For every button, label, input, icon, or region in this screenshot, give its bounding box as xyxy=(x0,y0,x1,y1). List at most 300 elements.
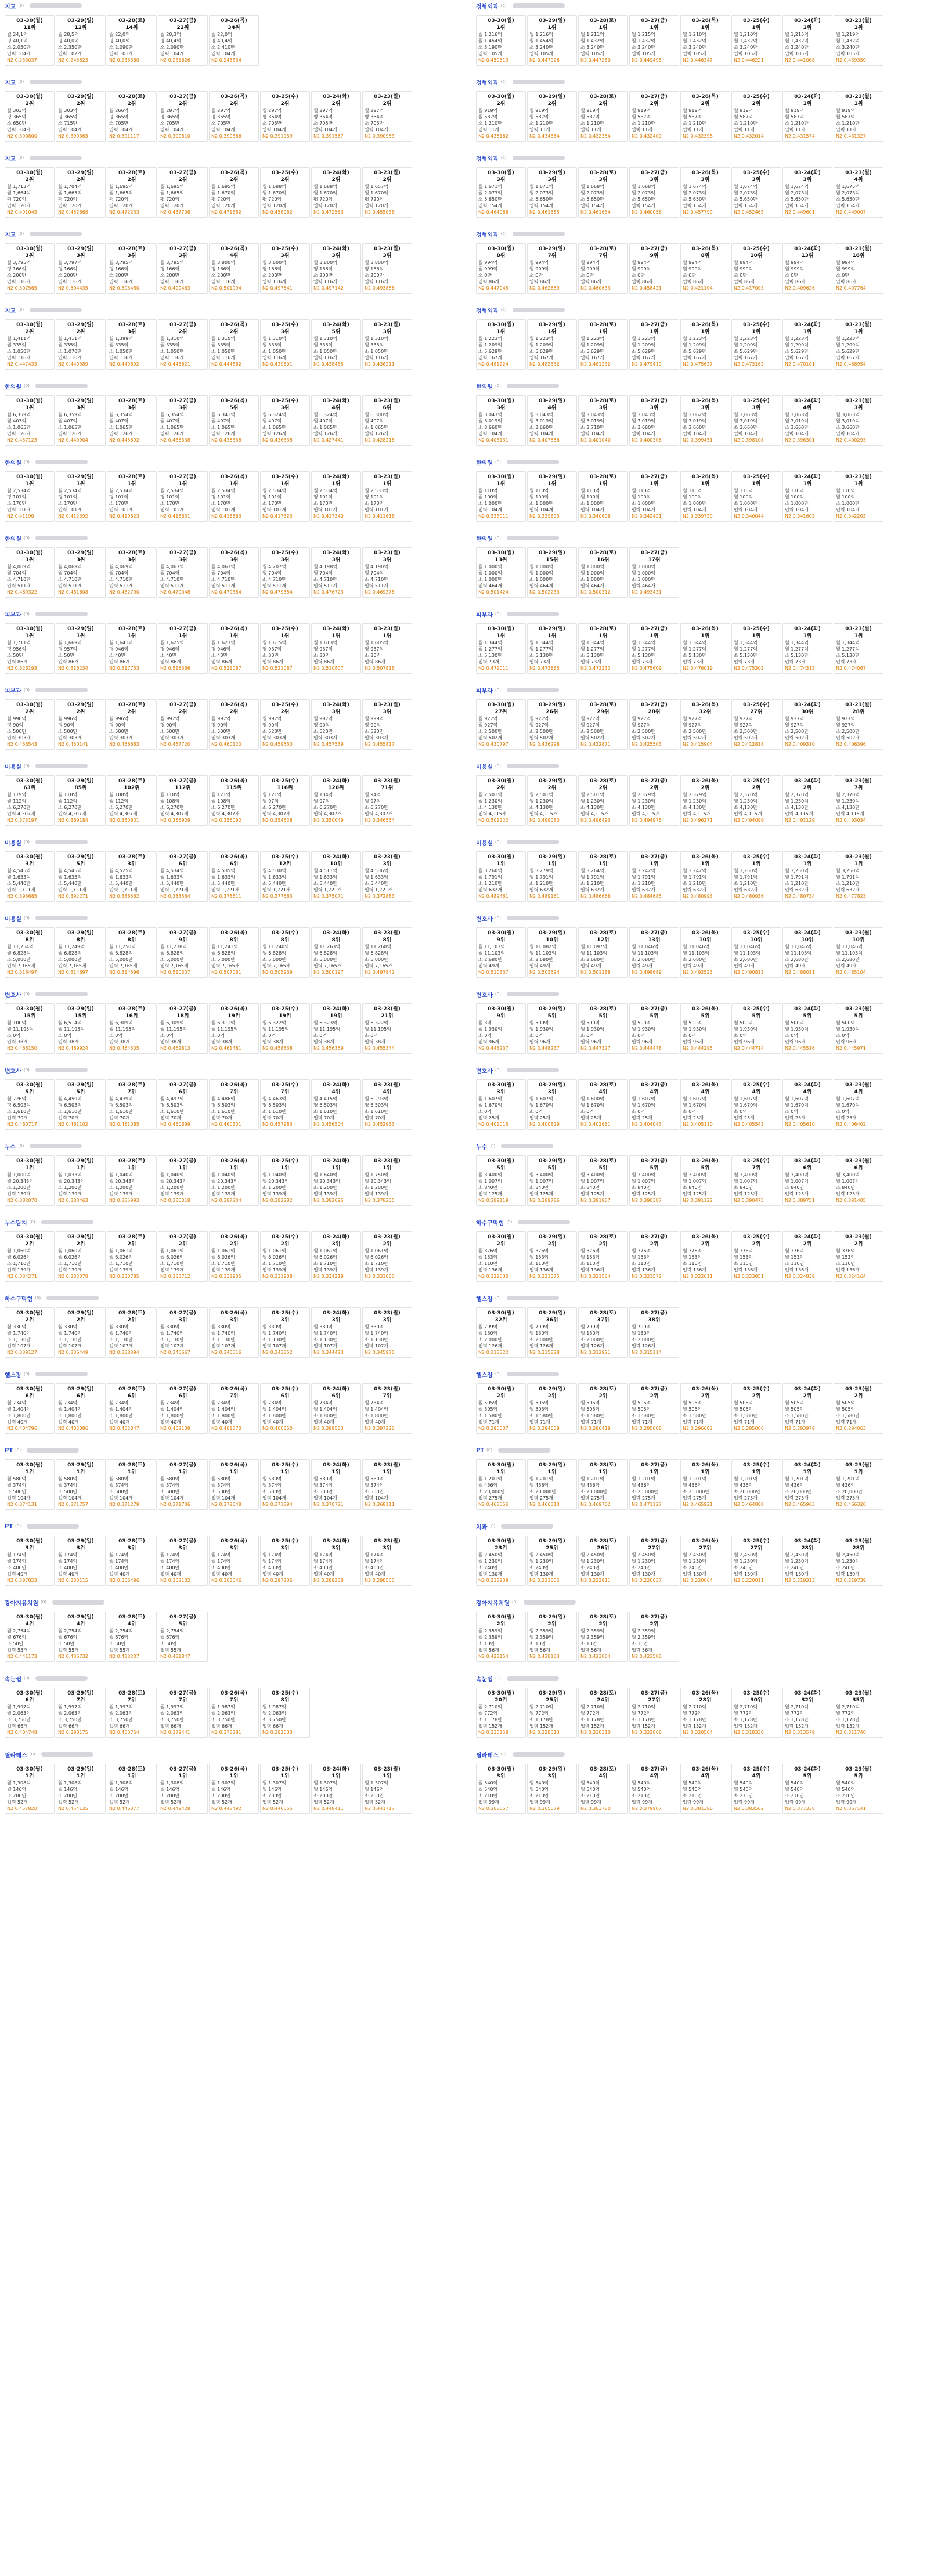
daily-rank-card[interactable] xyxy=(834,395,883,446)
section-keyword-label[interactable]: 치과 xyxy=(476,1524,488,1531)
daily-rank-card[interactable] xyxy=(680,167,730,218)
daily-rank-card[interactable] xyxy=(311,1383,361,1434)
daily-rank-card[interactable] xyxy=(476,1079,526,1130)
daily-rank-card[interactable] xyxy=(476,91,526,142)
daily-rank-card[interactable] xyxy=(5,319,55,370)
daily-rank-card[interactable] xyxy=(5,1231,55,1282)
daily-rank-card[interactable] xyxy=(578,1231,628,1282)
daily-rank-card[interactable] xyxy=(476,547,526,598)
daily-rank-card[interactable] xyxy=(578,167,628,218)
daily-rank-card[interactable] xyxy=(311,91,361,142)
daily-rank-card[interactable] xyxy=(56,623,106,674)
daily-rank-card[interactable] xyxy=(56,1536,106,1586)
daily-rank-card[interactable] xyxy=(527,851,577,902)
daily-rank-card[interactable] xyxy=(56,699,106,750)
daily-rank-card[interactable] xyxy=(476,1003,526,1054)
daily-rank-card[interactable] xyxy=(56,243,106,294)
daily-rank-card[interactable] xyxy=(56,1079,106,1130)
daily-rank-card[interactable] xyxy=(527,319,577,370)
daily-rank-card[interactable] xyxy=(629,851,679,902)
daily-rank-card[interactable] xyxy=(834,699,883,750)
daily-rank-card[interactable] xyxy=(209,851,259,902)
daily-rank-card[interactable] xyxy=(362,1383,412,1434)
daily-rank-card[interactable] xyxy=(629,775,679,826)
section-keyword-label[interactable]: 지교 xyxy=(5,232,16,239)
section-keyword-label[interactable]: 누수 xyxy=(476,1144,488,1151)
daily-rank-card[interactable] xyxy=(107,1459,157,1510)
daily-rank-card[interactable] xyxy=(476,471,526,522)
daily-rank-card[interactable] xyxy=(476,623,526,674)
daily-rank-card[interactable] xyxy=(782,15,832,66)
daily-rank-card[interactable] xyxy=(782,319,832,370)
daily-rank-card[interactable] xyxy=(209,1459,259,1510)
daily-rank-card[interactable] xyxy=(107,167,157,218)
daily-rank-card[interactable] xyxy=(5,1764,55,1814)
daily-rank-card[interactable] xyxy=(158,1536,208,1586)
daily-rank-card[interactable] xyxy=(680,319,730,370)
daily-rank-card[interactable] xyxy=(731,775,781,826)
daily-rank-card[interactable] xyxy=(578,1764,628,1814)
daily-rank-card[interactable] xyxy=(158,1231,208,1282)
daily-rank-card[interactable] xyxy=(362,699,412,750)
daily-rank-card[interactable] xyxy=(834,1383,883,1434)
daily-rank-card[interactable] xyxy=(476,395,526,446)
daily-rank-card[interactable] xyxy=(476,319,526,370)
daily-rank-card[interactable] xyxy=(834,91,883,142)
daily-rank-card[interactable] xyxy=(260,1688,310,1738)
daily-rank-card[interactable] xyxy=(731,1688,781,1738)
daily-rank-card[interactable] xyxy=(311,775,361,826)
daily-rank-card[interactable] xyxy=(209,547,259,598)
daily-rank-card[interactable] xyxy=(680,775,730,826)
daily-rank-card[interactable] xyxy=(5,1003,55,1054)
section-keyword-label[interactable]: 누수 xyxy=(5,1144,16,1151)
daily-rank-card[interactable] xyxy=(107,1612,157,1662)
section-keyword-label[interactable]: 변호사 xyxy=(476,1068,493,1075)
daily-rank-card[interactable] xyxy=(731,15,781,66)
daily-rank-card[interactable] xyxy=(680,1536,730,1586)
daily-rank-card[interactable] xyxy=(629,1003,679,1054)
daily-rank-card[interactable] xyxy=(629,623,679,674)
daily-rank-card[interactable] xyxy=(260,1003,310,1054)
section-keyword-label[interactable]: 미용실 xyxy=(5,840,21,847)
daily-rank-card[interactable] xyxy=(527,927,577,978)
section-keyword-label[interactable]: PT xyxy=(5,1447,13,1454)
daily-rank-card[interactable] xyxy=(578,1003,628,1054)
daily-rank-card[interactable] xyxy=(107,1079,157,1130)
daily-rank-card[interactable] xyxy=(834,775,883,826)
section-keyword-label[interactable]: 정형외과 xyxy=(476,232,499,239)
daily-rank-card[interactable] xyxy=(260,471,310,522)
daily-rank-card[interactable] xyxy=(527,471,577,522)
daily-rank-card[interactable] xyxy=(834,851,883,902)
section-keyword-label[interactable]: 정형외과 xyxy=(476,80,499,86)
daily-rank-card[interactable] xyxy=(209,623,259,674)
daily-rank-card[interactable] xyxy=(731,851,781,902)
daily-rank-card[interactable] xyxy=(362,1079,412,1130)
daily-rank-card[interactable] xyxy=(209,1307,259,1358)
daily-rank-card[interactable] xyxy=(578,699,628,750)
daily-rank-card[interactable] xyxy=(782,1688,832,1738)
daily-rank-card[interactable] xyxy=(5,1383,55,1434)
daily-rank-card[interactable] xyxy=(5,1688,55,1738)
daily-rank-card[interactable] xyxy=(5,167,55,218)
section-keyword-label[interactable]: 하수구막힘 xyxy=(5,1296,33,1303)
daily-rank-card[interactable] xyxy=(782,167,832,218)
daily-rank-card[interactable] xyxy=(260,927,310,978)
daily-rank-card[interactable] xyxy=(731,395,781,446)
daily-rank-card[interactable] xyxy=(311,471,361,522)
daily-rank-card[interactable] xyxy=(107,547,157,598)
daily-rank-card[interactable] xyxy=(578,243,628,294)
daily-rank-card[interactable] xyxy=(731,1003,781,1054)
section-keyword-label[interactable]: 지교 xyxy=(5,80,16,86)
daily-rank-card[interactable] xyxy=(5,699,55,750)
daily-rank-card[interactable] xyxy=(782,1764,832,1814)
daily-rank-card[interactable] xyxy=(209,775,259,826)
daily-rank-card[interactable] xyxy=(56,167,106,218)
daily-rank-card[interactable] xyxy=(107,1003,157,1054)
daily-rank-card[interactable] xyxy=(260,1155,310,1206)
section-keyword-label[interactable]: 한의원 xyxy=(5,384,21,391)
daily-rank-card[interactable] xyxy=(107,1764,157,1814)
daily-rank-card[interactable] xyxy=(311,1155,361,1206)
daily-rank-card[interactable] xyxy=(56,775,106,826)
daily-rank-card[interactable] xyxy=(311,1003,361,1054)
daily-rank-card[interactable] xyxy=(476,167,526,218)
daily-rank-card[interactable] xyxy=(527,1307,577,1358)
daily-rank-card[interactable] xyxy=(56,927,106,978)
daily-rank-card[interactable] xyxy=(56,91,106,142)
daily-rank-card[interactable] xyxy=(158,1459,208,1510)
daily-rank-card[interactable] xyxy=(476,243,526,294)
daily-rank-card[interactable] xyxy=(5,623,55,674)
daily-rank-card[interactable] xyxy=(527,1155,577,1206)
daily-rank-card[interactable] xyxy=(311,167,361,218)
daily-rank-card[interactable] xyxy=(527,699,577,750)
daily-rank-card[interactable] xyxy=(527,1079,577,1130)
daily-rank-card[interactable] xyxy=(782,1155,832,1206)
daily-rank-card[interactable] xyxy=(834,15,883,66)
daily-rank-card[interactable] xyxy=(680,1003,730,1054)
section-keyword-label[interactable]: 필라테스 xyxy=(476,1752,499,1759)
daily-rank-card[interactable] xyxy=(731,319,781,370)
daily-rank-card[interactable] xyxy=(834,1536,883,1586)
section-keyword-label[interactable]: 한의원 xyxy=(476,384,493,391)
daily-rank-card[interactable] xyxy=(782,699,832,750)
daily-rank-card[interactable] xyxy=(680,471,730,522)
daily-rank-card[interactable] xyxy=(209,319,259,370)
daily-rank-card[interactable] xyxy=(578,775,628,826)
daily-rank-card[interactable] xyxy=(260,623,310,674)
daily-rank-card[interactable] xyxy=(107,1688,157,1738)
daily-rank-card[interactable] xyxy=(834,243,883,294)
daily-rank-card[interactable] xyxy=(107,395,157,446)
daily-rank-card[interactable] xyxy=(260,547,310,598)
daily-rank-card[interactable] xyxy=(158,1003,208,1054)
daily-rank-card[interactable] xyxy=(56,1155,106,1206)
daily-rank-card[interactable] xyxy=(578,91,628,142)
daily-rank-card[interactable] xyxy=(107,1155,157,1206)
daily-rank-card[interactable] xyxy=(782,1231,832,1282)
daily-rank-card[interactable] xyxy=(260,1231,310,1282)
daily-rank-card[interactable] xyxy=(527,1459,577,1510)
daily-rank-card[interactable] xyxy=(782,1003,832,1054)
daily-rank-card[interactable] xyxy=(107,91,157,142)
daily-rank-card[interactable] xyxy=(158,775,208,826)
daily-rank-card[interactable] xyxy=(56,851,106,902)
daily-rank-card[interactable] xyxy=(56,1764,106,1814)
section-keyword-label[interactable]: PT xyxy=(476,1447,485,1454)
daily-rank-card[interactable] xyxy=(731,1536,781,1586)
daily-rank-card[interactable] xyxy=(834,1079,883,1130)
daily-rank-card[interactable] xyxy=(527,547,577,598)
daily-rank-card[interactable] xyxy=(158,623,208,674)
daily-rank-card[interactable] xyxy=(680,927,730,978)
section-keyword-label[interactable]: 강아지유치원 xyxy=(5,1600,38,1607)
daily-rank-card[interactable] xyxy=(680,1155,730,1206)
daily-rank-card[interactable] xyxy=(834,1155,883,1206)
daily-rank-card[interactable] xyxy=(5,15,55,66)
daily-rank-card[interactable] xyxy=(476,1155,526,1206)
section-keyword-label[interactable]: 필라테스 xyxy=(5,1752,27,1759)
daily-rank-card[interactable] xyxy=(5,547,55,598)
daily-rank-card[interactable] xyxy=(158,395,208,446)
daily-rank-card[interactable] xyxy=(782,243,832,294)
daily-rank-card[interactable] xyxy=(5,1536,55,1586)
section-keyword-label[interactable]: 피부과 xyxy=(476,688,493,695)
daily-rank-card[interactable] xyxy=(209,1764,259,1814)
daily-rank-card[interactable] xyxy=(782,775,832,826)
daily-rank-card[interactable] xyxy=(158,167,208,218)
daily-rank-card[interactable] xyxy=(5,471,55,522)
daily-rank-card[interactable] xyxy=(5,1307,55,1358)
daily-rank-card[interactable] xyxy=(260,167,310,218)
daily-rank-card[interactable] xyxy=(56,1459,106,1510)
daily-rank-card[interactable] xyxy=(209,927,259,978)
daily-rank-card[interactable] xyxy=(527,1536,577,1586)
daily-rank-card[interactable] xyxy=(578,1459,628,1510)
daily-rank-card[interactable] xyxy=(629,927,679,978)
daily-rank-card[interactable] xyxy=(56,547,106,598)
daily-rank-card[interactable] xyxy=(209,699,259,750)
daily-rank-card[interactable] xyxy=(56,319,106,370)
daily-rank-card[interactable] xyxy=(260,775,310,826)
daily-rank-card[interactable] xyxy=(362,623,412,674)
daily-rank-card[interactable] xyxy=(834,319,883,370)
daily-rank-card[interactable] xyxy=(56,471,106,522)
daily-rank-card[interactable] xyxy=(107,1307,157,1358)
daily-rank-card[interactable] xyxy=(209,395,259,446)
daily-rank-card[interactable] xyxy=(209,1003,259,1054)
daily-rank-card[interactable] xyxy=(578,15,628,66)
section-keyword-label[interactable]: 정형외과 xyxy=(476,308,499,315)
daily-rank-card[interactable] xyxy=(362,243,412,294)
daily-rank-card[interactable] xyxy=(578,319,628,370)
daily-rank-card[interactable] xyxy=(311,1764,361,1814)
section-keyword-label[interactable]: 지교 xyxy=(5,3,16,10)
daily-rank-card[interactable] xyxy=(56,395,106,446)
daily-rank-card[interactable] xyxy=(158,699,208,750)
section-keyword-label[interactable]: 한의원 xyxy=(476,460,493,467)
daily-rank-card[interactable] xyxy=(209,167,259,218)
daily-rank-card[interactable] xyxy=(260,319,310,370)
daily-rank-card[interactable] xyxy=(5,1612,55,1662)
daily-rank-card[interactable] xyxy=(629,547,679,598)
daily-rank-card[interactable] xyxy=(629,1612,679,1662)
section-keyword-label[interactable]: 미용실 xyxy=(5,916,21,923)
daily-rank-card[interactable] xyxy=(629,1459,679,1510)
daily-rank-card[interactable] xyxy=(476,699,526,750)
section-keyword-label[interactable]: 강아지유치원 xyxy=(476,1600,510,1607)
section-keyword-label[interactable]: 누수탐지 xyxy=(5,1220,27,1227)
daily-rank-card[interactable] xyxy=(527,1612,577,1662)
section-keyword-label[interactable]: 헬스장 xyxy=(476,1372,493,1379)
daily-rank-card[interactable] xyxy=(527,167,577,218)
daily-rank-card[interactable] xyxy=(578,1079,628,1130)
daily-rank-card[interactable] xyxy=(629,1764,679,1814)
section-keyword-label[interactable]: 속눈썹 xyxy=(5,1676,21,1683)
daily-rank-card[interactable] xyxy=(476,1383,526,1434)
daily-rank-card[interactable] xyxy=(680,1079,730,1130)
daily-rank-card[interactable] xyxy=(578,1307,628,1358)
daily-rank-card[interactable] xyxy=(209,1155,259,1206)
section-keyword-label[interactable]: 피부과 xyxy=(5,612,21,619)
daily-rank-card[interactable] xyxy=(107,243,157,294)
daily-rank-card[interactable] xyxy=(311,1536,361,1586)
daily-rank-card[interactable] xyxy=(629,91,679,142)
daily-rank-card[interactable] xyxy=(5,775,55,826)
daily-rank-card[interactable] xyxy=(476,1536,526,1586)
daily-rank-card[interactable] xyxy=(56,1231,106,1282)
daily-rank-card[interactable] xyxy=(362,91,412,142)
daily-rank-card[interactable] xyxy=(158,547,208,598)
daily-rank-card[interactable] xyxy=(578,927,628,978)
daily-rank-card[interactable] xyxy=(5,851,55,902)
daily-rank-card[interactable] xyxy=(731,1383,781,1434)
daily-rank-card[interactable] xyxy=(731,1079,781,1130)
daily-rank-card[interactable] xyxy=(311,699,361,750)
section-keyword-label[interactable]: 미용실 xyxy=(476,840,493,847)
daily-rank-card[interactable] xyxy=(578,851,628,902)
daily-rank-card[interactable] xyxy=(311,243,361,294)
section-keyword-label[interactable]: 정형외과 xyxy=(476,156,499,162)
daily-rank-card[interactable] xyxy=(311,395,361,446)
daily-rank-card[interactable] xyxy=(158,927,208,978)
daily-rank-card[interactable] xyxy=(680,1383,730,1434)
daily-rank-card[interactable] xyxy=(629,699,679,750)
section-keyword-label[interactable]: 정형외과 xyxy=(476,3,499,10)
section-keyword-label[interactable]: 헬스장 xyxy=(476,1296,493,1303)
daily-rank-card[interactable] xyxy=(311,851,361,902)
daily-rank-card[interactable] xyxy=(731,1155,781,1206)
section-keyword-label[interactable]: 변호사 xyxy=(476,992,493,999)
daily-rank-card[interactable] xyxy=(158,1688,208,1738)
daily-rank-card[interactable] xyxy=(260,243,310,294)
daily-rank-card[interactable] xyxy=(782,1459,832,1510)
daily-rank-card[interactable] xyxy=(834,1764,883,1814)
daily-rank-card[interactable] xyxy=(311,1079,361,1130)
daily-rank-card[interactable] xyxy=(107,319,157,370)
daily-rank-card[interactable] xyxy=(629,395,679,446)
daily-rank-card[interactable] xyxy=(834,1688,883,1738)
daily-rank-card[interactable] xyxy=(680,699,730,750)
daily-rank-card[interactable] xyxy=(260,699,310,750)
daily-rank-card[interactable] xyxy=(578,1383,628,1434)
daily-rank-card[interactable] xyxy=(260,1764,310,1814)
daily-rank-card[interactable] xyxy=(311,1307,361,1358)
section-keyword-label[interactable]: 지교 xyxy=(5,156,16,162)
daily-rank-card[interactable] xyxy=(5,927,55,978)
daily-rank-card[interactable] xyxy=(209,1688,259,1738)
daily-rank-card[interactable] xyxy=(782,1536,832,1586)
daily-rank-card[interactable] xyxy=(782,1079,832,1130)
daily-rank-card[interactable] xyxy=(629,15,679,66)
daily-rank-card[interactable] xyxy=(260,1307,310,1358)
daily-rank-card[interactable] xyxy=(629,319,679,370)
daily-rank-card[interactable] xyxy=(629,1155,679,1206)
daily-rank-card[interactable] xyxy=(107,471,157,522)
daily-rank-card[interactable] xyxy=(782,91,832,142)
daily-rank-card[interactable] xyxy=(782,395,832,446)
daily-rank-card[interactable] xyxy=(5,91,55,142)
daily-rank-card[interactable] xyxy=(731,699,781,750)
daily-rank-card[interactable] xyxy=(578,1536,628,1586)
daily-rank-card[interactable] xyxy=(209,15,259,66)
daily-rank-card[interactable] xyxy=(158,1079,208,1130)
daily-rank-card[interactable] xyxy=(158,319,208,370)
daily-rank-card[interactable] xyxy=(56,15,106,66)
section-keyword-label[interactable]: 한의원 xyxy=(5,460,21,467)
daily-rank-card[interactable] xyxy=(362,1003,412,1054)
daily-rank-card[interactable] xyxy=(731,243,781,294)
daily-rank-card[interactable] xyxy=(629,167,679,218)
section-keyword-label[interactable]: PT xyxy=(5,1523,13,1530)
daily-rank-card[interactable] xyxy=(834,1003,883,1054)
daily-rank-card[interactable] xyxy=(56,1612,106,1662)
daily-rank-card[interactable] xyxy=(209,1536,259,1586)
section-keyword-label[interactable]: 변호사 xyxy=(5,1068,21,1075)
section-keyword-label[interactable]: 한의원 xyxy=(476,536,493,543)
daily-rank-card[interactable] xyxy=(629,1231,679,1282)
daily-rank-card[interactable] xyxy=(731,623,781,674)
daily-rank-card[interactable] xyxy=(680,15,730,66)
daily-rank-card[interactable] xyxy=(260,1536,310,1586)
daily-rank-card[interactable] xyxy=(476,1688,526,1738)
daily-rank-card[interactable] xyxy=(107,851,157,902)
daily-rank-card[interactable] xyxy=(731,1764,781,1814)
daily-rank-card[interactable] xyxy=(527,1231,577,1282)
section-keyword-label[interactable]: 변호사 xyxy=(476,916,493,923)
daily-rank-card[interactable] xyxy=(629,1688,679,1738)
daily-rank-card[interactable] xyxy=(260,395,310,446)
daily-rank-card[interactable] xyxy=(629,243,679,294)
daily-rank-card[interactable] xyxy=(362,547,412,598)
daily-rank-card[interactable] xyxy=(260,1459,310,1510)
daily-rank-card[interactable] xyxy=(107,1536,157,1586)
daily-rank-card[interactable] xyxy=(311,927,361,978)
daily-rank-card[interactable] xyxy=(731,471,781,522)
daily-rank-card[interactable] xyxy=(527,775,577,826)
daily-rank-card[interactable] xyxy=(158,471,208,522)
daily-rank-card[interactable] xyxy=(209,471,259,522)
daily-rank-card[interactable] xyxy=(476,1307,526,1358)
daily-rank-card[interactable] xyxy=(311,623,361,674)
daily-rank-card[interactable] xyxy=(476,775,526,826)
daily-rank-card[interactable] xyxy=(578,471,628,522)
daily-rank-card[interactable] xyxy=(731,167,781,218)
section-keyword-label[interactable]: 피부과 xyxy=(476,612,493,619)
